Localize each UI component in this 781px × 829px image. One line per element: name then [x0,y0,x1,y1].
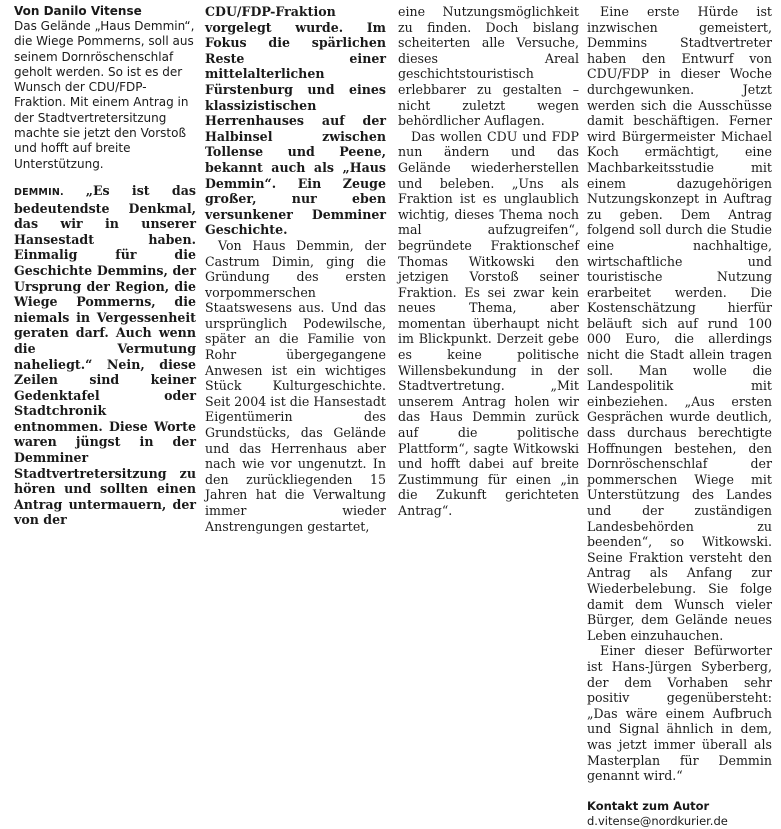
dateline: DEMMIN. [14,186,64,198]
article-intro: Das Gelände „Haus Demmin“, die Wiege Pommerns, soll aus seinem Dornröschenschlaf geholt werden. So ist es der Wunsch der CDU/FDP-Fraktion. Mit einem Antrag in der Stadtvertretersitzung machte sie jetzt den Vorstoß und hofft auf breite Unterstützung. [14,19,195,171]
contact-label: Kontakt zum Autor [587,798,710,813]
paragraph-4: Eine erste Hürde ist inzwischen gemeistert, Demmins Stadtvertreter haben den Entwurf von CDU/FDP in dieser Woche durchgewunken. Jetzt werden sich die Ausschüsse damit beschäftigen. Ferner wird Bürgermeister Michael Koch ermächtigt, eine Machbarkeitsstudie mit einem dazugehörigen Nutzungskonzept in Auftrag zu geben. Dem Antrag folgend soll durch die Studie eine nachhaltige, wirtschaftliche und touristische Nutzung erarbeitet werden. Die Kostenschätzung hierfür beläuft sich auf rund 100 000 Euro, die allerdings nicht die Stadt allein tragen soll. Man wolle die Landespolitik mit einbeziehen. „Aus ersten Gesprächen wurde deutlich, dass durchaus berechtigte Hoffnungen bestehen, den Dornröschenschlaf der pommerschen Wiege mit Unterstützung des Landes und der zuständigen Landesbehörden zu beenden“, so Witkowski. Seine Fraktion versteht den Antrag als Anfang zur Wiederbelebung. Sie folge damit dem Wunsch vieler Bürger, dem Gelände neues Leben einzuhauchen. [587,4,772,643]
article-column-3 [398,4,579,519]
article-column-2 [205,4,386,534]
lead-text: „Es ist das bedeutendste Denkmal, das wir in unserer Hansestadt haben. Einmalig für die Geschichte Demmins, der Ursprung der Region, die Wiege Pommerns, die niemals in Vergessenheit geraten darf. Auch wenn die Vermutung naheliegt.“ Nein, diese Zeilen sind keiner Gedenktafel oder Stadtchronik entnommen. Diese Worte waren jüngst in der Demminer Stadtvertretersitzung zu hören und sollten einen Antrag untermauern, der von der [14,182,196,528]
article-column-1 [14,4,196,528]
paragraph-2: Von Haus Demmin, der Castrum Dimin, ging die Gründung des ersten vorpommerschen Staatswesens aus. Und das ursprünglich Podewilsche, später an die Familie von Rohr übergegangene Anwesen ist ein wichtiges Stück Kulturgeschichte. Seit 2004 ist die Hansestadt Eigentümerin des Grundstücks, das Gelände und das Herrenhaus aber nach wie vor ungenutzt. In den zurückliegenden 15 Jahren hat die Verwaltung immer wieder Anstrengungen gestartet, [205,237,386,534]
article-column-4 [587,4,772,829]
contact-email[interactable]: d.vitense@nordkurier.de [587,813,728,828]
paragraph-3: Das wollen CDU und FDP nun ändern und das Gelände wiederherstellen und beleben. „Uns als Fraktion ist es unglaublich wichtig, dieses Thema noch mal aufzugreifen“, begründete Fraktionschef Thomas Witkowski den jetzigen Vorstoß seiner Fraktion. Es sei zwar kein neues Thema, aber momentan überhaupt nicht im Blickpunkt. Derzeit gebe es keine politische Willensbekundung in der Stadtvertretung. „Mit unserem Antrag holen wir das Haus Demmin zurück auf die politische Plattform“, sagte Witkowski und hofft dabei auf breite Zustimmung für einen „in die Zukunft gerichteten Antrag“. [398,128,579,518]
author-byline: Von Danilo Vitense [14,4,142,18]
paragraph-2-continued: eine Nutzungsmöglichkeit zu finden. Doch bislang scheiterten alle Versuche, dieses Areal geschichtstouristisch erlebbarer zu gestalten – nicht zuletzt wegen behördlicher Auflagen. [398,4,579,129]
lead-paragraph [14,183,196,528]
lead-paragraph-continued: CDU/FDP-Fraktion vorgelegt wurde. Im Fokus die spärlichen Reste einer mittelalterlichen Fürstenburg und eines klassizistischen Herrenhauses auf der Halbinsel zwischen Tollense und Peene, bekannt auch als „Haus Demmin“. Ein Zeuge großer, nur eben versunkener Demminer Geschichte. [205,4,386,238]
paragraph-5: Einer dieser Befürworter ist Hans-Jürgen Syberberg, der dem Vorhaben sehr positiv gegenübersteht: „Das wäre einem Aufbruch und Signal ähnlich in dem, was jetzt immer überall als Masterplan für Demmin genannt wird.“ [587,643,772,784]
